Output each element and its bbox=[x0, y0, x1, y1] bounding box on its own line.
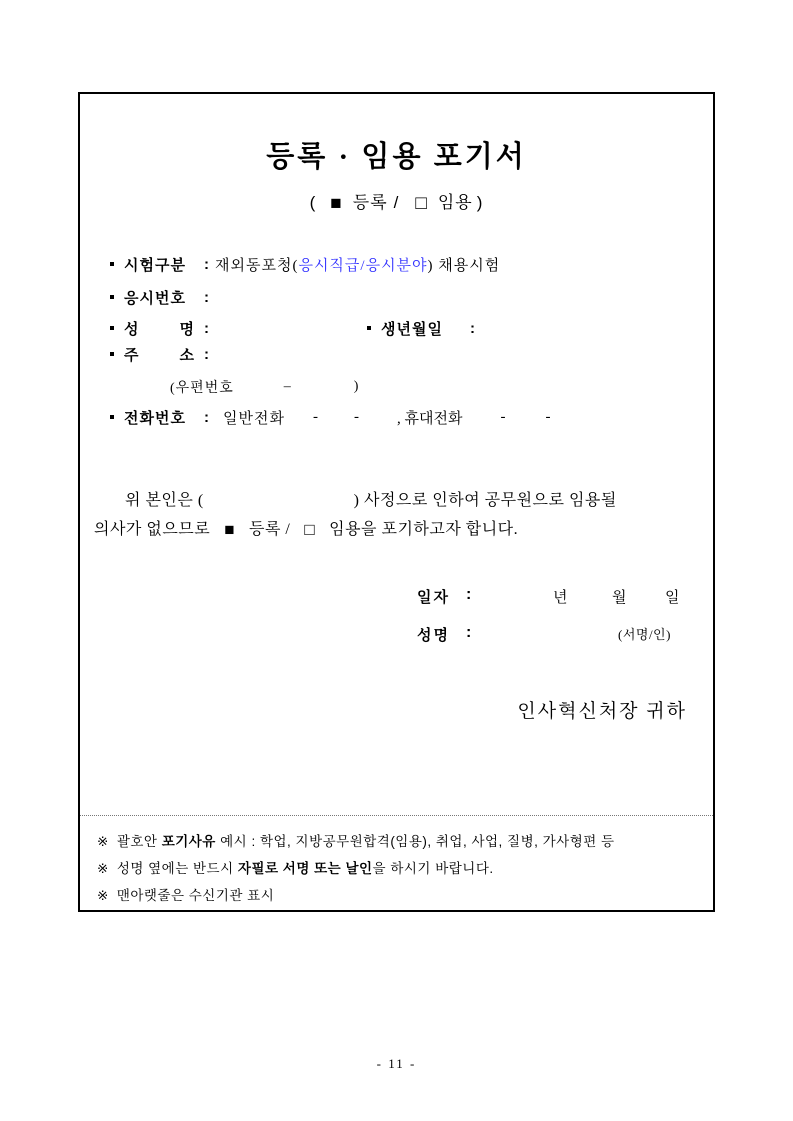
declaration-line2-start: 의사가 없으므로 bbox=[94, 521, 211, 538]
exam-value-suffix: ) 채용시험 bbox=[427, 257, 501, 274]
postal-open: (우편번호 bbox=[170, 381, 234, 396]
field-row-birthdate bbox=[367, 318, 475, 338]
exam-value-prefix: 재외동포청( bbox=[215, 257, 299, 274]
exam-type-value bbox=[215, 254, 500, 275]
signature-name-row bbox=[80, 624, 713, 644]
declaration-line2-middle: 등록 / bbox=[248, 521, 291, 538]
form-subtitle bbox=[80, 188, 713, 215]
date-label: 일자 bbox=[417, 589, 450, 606]
applicant-number-label: 응시번호 bbox=[124, 289, 186, 307]
applicant-number-colon: : bbox=[204, 288, 209, 306]
note2-bold: 자필로 서명 또는 날인 bbox=[237, 861, 373, 876]
field-row-applicant-number bbox=[110, 287, 209, 307]
signature-date-row bbox=[80, 586, 713, 606]
exam-type-label: 시험구분 bbox=[124, 256, 186, 274]
note-line bbox=[97, 855, 702, 882]
footnotes bbox=[97, 828, 702, 909]
field-row-name bbox=[110, 318, 209, 338]
birthdate-colon: : bbox=[470, 319, 475, 337]
address-label bbox=[124, 344, 194, 365]
body-empty-checkbox-icon: □ bbox=[304, 520, 316, 539]
field-row-address bbox=[110, 344, 209, 364]
note1-pre: 괄호안 bbox=[116, 834, 162, 849]
reference-mark-icon: ※ bbox=[97, 861, 109, 876]
bullet-icon bbox=[367, 326, 371, 330]
bullet-icon bbox=[110, 295, 114, 299]
landline-dash-2: - bbox=[353, 408, 359, 425]
day-unit-label: 일 bbox=[665, 590, 680, 606]
note1-post: 예시 : 학업, 지방공무원합격(임용), 취업, 사업, 질병, 가사형편 등 bbox=[215, 834, 615, 849]
mobile-dash-2: - bbox=[545, 408, 551, 425]
mobile-label: , 휴대전화 bbox=[396, 410, 463, 427]
note-line bbox=[97, 828, 702, 855]
reference-mark-icon: ※ bbox=[97, 834, 109, 849]
landline-dash-1: - bbox=[312, 408, 318, 425]
bullet-icon bbox=[110, 352, 114, 356]
field-row-postal-code bbox=[170, 377, 359, 397]
phone-colon: : bbox=[204, 408, 209, 426]
bullet-icon bbox=[110, 326, 114, 330]
note1-bold: 포기사유 bbox=[161, 834, 216, 849]
month-unit-label: 월 bbox=[612, 590, 627, 606]
name-label-first-char: 성 bbox=[124, 320, 139, 338]
note2-pre: 성명 옆에는 반드시 bbox=[116, 861, 238, 876]
appointment-label: 임용 bbox=[437, 193, 473, 212]
subtitle-slash: / bbox=[393, 193, 400, 212]
declaration-suffix: ) 사정으로 인하여 공무원으로 임용될 bbox=[353, 492, 617, 509]
subtitle-close-paren: ) bbox=[476, 193, 484, 212]
landline-label: 일반전화 bbox=[223, 410, 285, 427]
reference-mark-icon: ※ bbox=[97, 888, 109, 903]
waiver-form-box bbox=[78, 92, 715, 912]
signer-name-colon: : bbox=[466, 624, 472, 641]
appointment-empty-checkbox-icon: □ bbox=[415, 193, 428, 214]
field-row-exam-type bbox=[110, 254, 500, 274]
postal-close-paren: ) bbox=[353, 379, 360, 394]
mobile-dash-1: - bbox=[500, 408, 506, 425]
note2-post: 을 하시기 바랍니다. bbox=[372, 861, 494, 876]
signer-name-label: 성명 bbox=[417, 627, 450, 644]
exam-value-highlight: 응시직급/응시분야 bbox=[298, 257, 428, 274]
name-label-second-char: 명 bbox=[179, 320, 194, 338]
declaration-line-1 bbox=[125, 487, 617, 510]
phone-label: 전화번호 bbox=[124, 409, 186, 427]
birthdate-label: 생년월일 bbox=[381, 320, 443, 338]
registration-label: 등록 bbox=[352, 193, 388, 212]
note-line bbox=[97, 882, 702, 909]
registration-filled-checkbox-icon: ■ bbox=[330, 193, 343, 214]
address-colon: : bbox=[204, 345, 209, 363]
sign-or-seal-note: (서명/인) bbox=[618, 627, 671, 642]
form-title: 등록 · 임용 포기서 bbox=[266, 141, 527, 173]
date-colon: : bbox=[466, 586, 472, 603]
notes-divider bbox=[80, 815, 713, 816]
declaration-line2-end: 임용을 포기하고자 합니다. bbox=[329, 521, 519, 538]
body-filled-checkbox-icon: ■ bbox=[224, 520, 235, 539]
name-label bbox=[124, 318, 194, 339]
postal-dash: – bbox=[283, 379, 292, 394]
address-label-second-char: 소 bbox=[179, 346, 194, 364]
year-unit-label: 년 bbox=[553, 590, 568, 606]
recipient-line: 인사혁신처장 귀하 bbox=[517, 701, 687, 722]
declaration-line-2 bbox=[94, 516, 518, 540]
exam-type-colon: : bbox=[204, 255, 209, 273]
note3-pre: 맨아랫줄은 수신기관 표시 bbox=[116, 888, 275, 903]
bullet-icon bbox=[110, 262, 114, 266]
declaration-prefix: 위 본인은 ( bbox=[125, 492, 204, 509]
name-colon: : bbox=[204, 319, 209, 337]
subtitle-open-paren: ( bbox=[309, 193, 317, 212]
page-number: - 11 - bbox=[376, 1056, 417, 1071]
bullet-icon bbox=[110, 415, 114, 419]
address-label-first-char: 주 bbox=[124, 346, 139, 364]
field-row-phone bbox=[110, 407, 550, 427]
